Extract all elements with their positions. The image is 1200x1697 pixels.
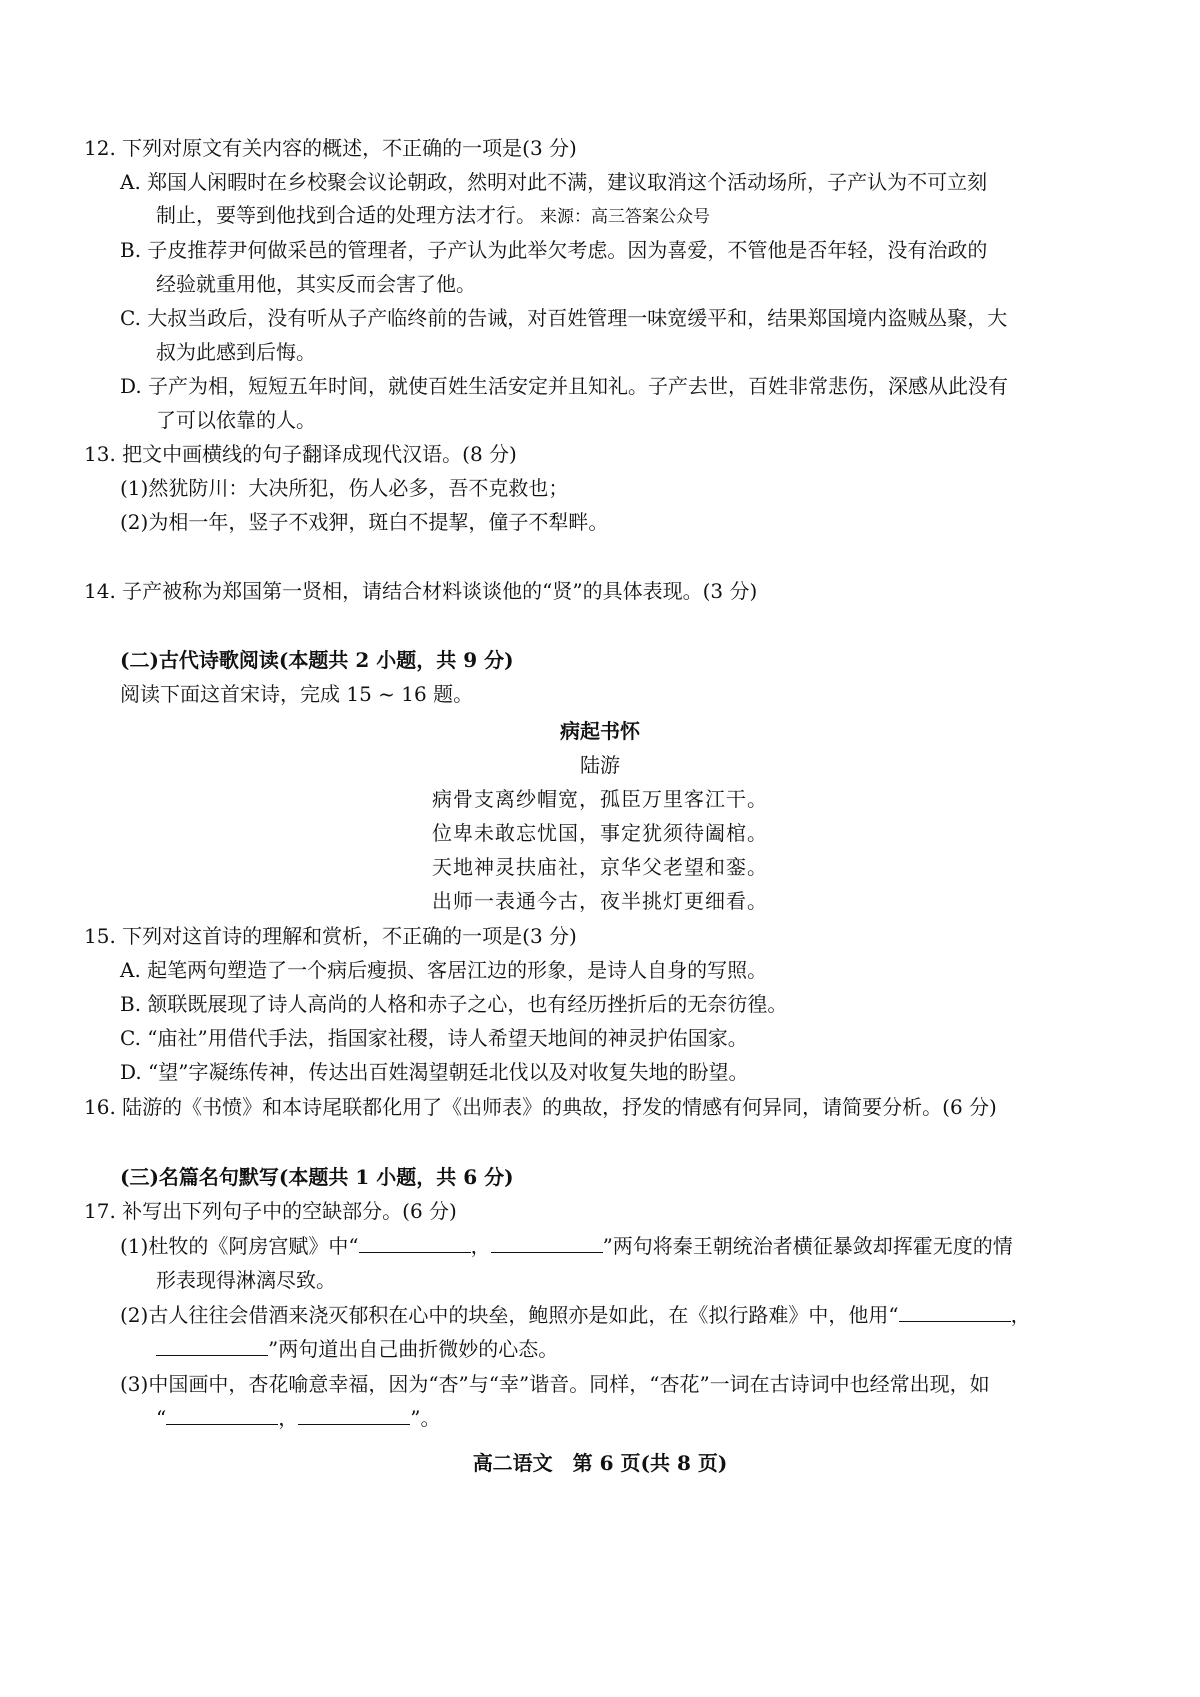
- q17-item-2-continued: [156, 1335, 558, 1363]
- q12-option-a-line2: [156, 201, 710, 231]
- q15-option-b: B. 颔联既展现了诗人高尚的人格和赤子之心，也有经历挫折后的无奈彷徨。: [120, 992, 788, 1016]
- quote-close: ”。: [410, 1406, 441, 1430]
- answer-blank[interactable]: [166, 1404, 278, 1425]
- q13-stem: 13. 把文中画横线的句子翻译成现代汉语。(8 分): [84, 442, 517, 466]
- blank-separator: ，: [470, 1234, 491, 1258]
- q12-option-a-line1: A. 郑国人闲暇时在乡校聚会议论朝政，然明对此不满，建议取消这个活动场所，子产认为不可立刻: [120, 170, 988, 194]
- q17-item-2-suffix: ”两句道出自己曲折微妙的心态。: [268, 1337, 559, 1361]
- q15-option-d: D. “望”字凝练传神，传达出百姓渴望朝廷北伐以及对收复失地的盼望。: [120, 1060, 749, 1084]
- q13-sentence-2: (2)为相一年，竖子不戏狎，斑白不提挈，僮子不犁畔。: [120, 510, 609, 534]
- q13-sentence-1: (1)然犹防川：大决所犯，伤人必多，吾不克救也；: [120, 476, 569, 500]
- answer-blank[interactable]: [491, 1232, 603, 1253]
- q15-option-c: C. “庙社”用借代手法，指国家社稷，诗人希望天地间的神灵护佑国家。: [120, 1026, 748, 1050]
- blank-separator: ，: [278, 1406, 299, 1430]
- q15-option-a: A. 起笔两句塑造了一个病后瘦损、客居江边的形象，是诗人自身的写照。: [120, 958, 768, 982]
- q12-option-b-line2: 经验就重用他，其实反而会害了他。: [156, 272, 476, 296]
- q17-item-2: [120, 1301, 1031, 1329]
- poem-line: 病骨支离纱帽宽，孤臣万里客江干。: [432, 787, 768, 811]
- q14-stem: 14. 子产被称为郑国第一贤相，请结合材料谈谈他的“贤”的具体表现。(3 分): [84, 579, 758, 603]
- q15-stem: 15. 下列对这首诗的理解和赏析，不正确的一项是(3 分): [84, 924, 577, 948]
- q12-option-a-text: 制止，要等到他找到合适的处理方法才行。: [156, 203, 536, 227]
- section-2-title: (二)古代诗歌阅读(本题共 2 小题，共 9 分): [120, 648, 514, 672]
- answer-blank[interactable]: [359, 1232, 471, 1253]
- q17-item-1-suffix: ”两句将秦王朝统治者横征暴敛却挥霍无度的情: [602, 1234, 1013, 1258]
- q17-item-3: (3)中国画中，杏花喻意幸福，因为“杏”与“幸”谐音。同样，“杏花”一词在古诗词中也经常出现，如: [120, 1372, 990, 1396]
- quote-open: “: [156, 1406, 167, 1430]
- q17-item-1-continued: 形表现得淋漓尽致。: [156, 1268, 336, 1292]
- page-footer: 高二语文 第 6 页(共 8 页): [472, 1451, 728, 1475]
- q12-stem: 12. 下列对原文有关内容的概述，不正确的一项是(3 分): [84, 136, 577, 160]
- poem-line: 出师一表通今古，夜半挑灯更细看。: [432, 889, 768, 913]
- answer-blank[interactable]: [298, 1404, 410, 1425]
- section-3-title: (三)名篇名句默写(本题共 1 小题，共 6 分): [120, 1165, 514, 1189]
- q12-option-b-line1: B. 子皮推荐尹何做采邑的管理者，子产认为此举欠考虑。因为喜爱，不管他是否年轻，没有治政的: [120, 238, 988, 262]
- q17-item-3-continued: [156, 1404, 440, 1432]
- q17-item-1-prefix: (1)杜牧的《阿房宫赋》中“: [120, 1234, 359, 1258]
- poem-line: 天地神灵扶庙社，京华父老望和銮。: [432, 855, 768, 879]
- blank-separator: ，: [1010, 1303, 1031, 1327]
- q12-option-c-line2: 叔为此感到后悔。: [156, 340, 316, 364]
- poem-author: 陆游: [580, 753, 620, 777]
- poem-title: 病起书怀: [560, 719, 640, 743]
- section-2-intro: 阅读下面这首宋诗，完成 15 ~ 16 题。: [120, 682, 474, 706]
- source-watermark: 来源：高三答案公众号: [540, 207, 710, 227]
- poem-line: 位卑未敢忘忧国，事定犹须待阖棺。: [432, 821, 768, 845]
- q17-item-1: [120, 1232, 1013, 1260]
- q12-option-d-line2: 了可以依靠的人。: [156, 408, 316, 432]
- q16-stem: 16. 陆游的《书愤》和本诗尾联都化用了《出师表》的典故，抒发的情感有何异同，请简要分析。(6 分): [84, 1095, 997, 1119]
- q17-stem: 17. 补写出下列句子中的空缺部分。(6 分): [84, 1199, 457, 1223]
- q12-option-d-line1: D. 子产为相，短短五年时间，就使百姓生活安定并且知礼。子产去世，百姓非常悲伤，深感从此没有: [120, 374, 1009, 398]
- answer-blank[interactable]: [156, 1335, 268, 1356]
- answer-blank[interactable]: [899, 1301, 1011, 1322]
- q12-option-c-line1: C. 大叔当政后，没有听从子产临终前的告诫，对百姓管理一味宽缓平和，结果郑国境内盗贼丛聚，大: [120, 306, 1008, 330]
- q17-item-2-prefix: (2)古人往往会借酒来浇灭郁积在心中的块垒，鲍照亦是如此，在《拟行路难》中，他用“: [120, 1303, 899, 1327]
